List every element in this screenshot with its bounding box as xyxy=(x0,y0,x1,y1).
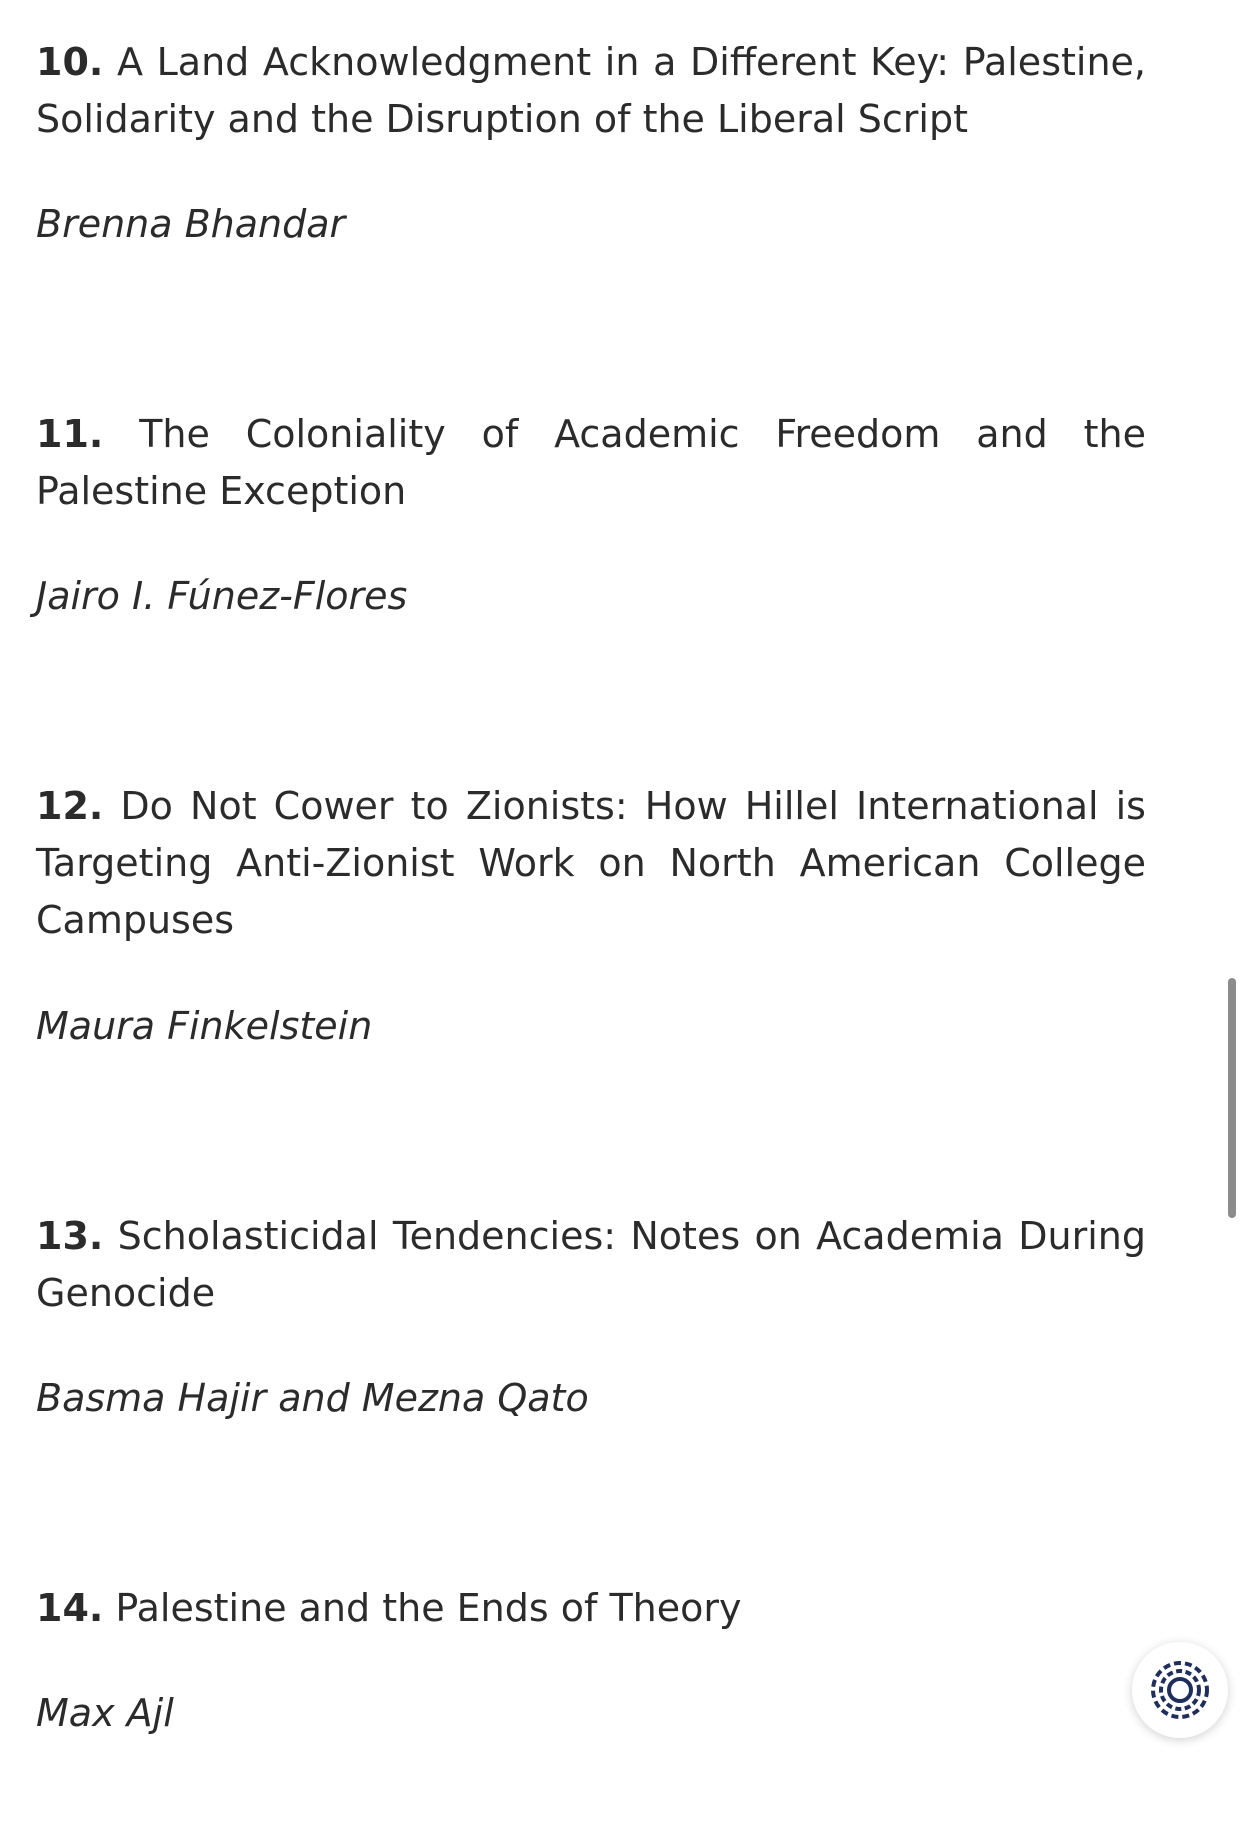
accessibility-rings-icon xyxy=(1150,1660,1210,1720)
scrollbar-thumb[interactable] xyxy=(1228,978,1236,1218)
toc-entry-13 xyxy=(36,1208,1146,1420)
entry-title[interactable] xyxy=(36,1580,1146,1637)
entry-title-text[interactable]: The Coloniality of Academic Freedom and the Palestine Exception xyxy=(36,412,1146,513)
entry-number: 10. xyxy=(36,40,104,84)
toc-entry-10 xyxy=(36,34,1146,246)
entry-author: Brenna Bhandar xyxy=(36,202,346,246)
entry-title-text[interactable]: Palestine and the Ends of Theory xyxy=(115,1586,742,1630)
entry-number: 11. xyxy=(36,412,104,456)
entry-author: Maura Finkelstein xyxy=(36,1004,373,1048)
toc-entry-11 xyxy=(36,406,1146,618)
accessibility-widget-button[interactable] xyxy=(1132,1642,1228,1738)
entry-author: Basma Hajir and Mezna Qato xyxy=(36,1376,589,1420)
entry-author: Jairo I. Fúnez-Flores xyxy=(36,574,408,618)
entry-title[interactable] xyxy=(36,1208,1146,1322)
toc-entry-14 xyxy=(36,1580,1146,1735)
entry-number: 13. xyxy=(36,1214,104,1258)
toc-entry-12 xyxy=(36,778,1146,1048)
entry-number: 12. xyxy=(36,784,104,828)
entry-title[interactable] xyxy=(36,406,1146,520)
entry-number: 14. xyxy=(36,1586,104,1630)
entry-author: Max Ajl xyxy=(36,1691,174,1735)
entry-title-text[interactable]: A Land Acknowledgment in a Different Key: Palestine, Solidarity and the Disruption of the Liberal Script xyxy=(36,40,1146,141)
entry-title-text[interactable]: Scholasticidal Tendencies: Notes on Academia During Genocide xyxy=(36,1214,1146,1315)
entry-title[interactable] xyxy=(36,778,1146,949)
entry-title[interactable] xyxy=(36,34,1146,148)
entry-title-text[interactable]: Do Not Cower to Zionists: How Hillel International is Targeting Anti-Zionist Work on North American College Campuses xyxy=(36,784,1146,942)
